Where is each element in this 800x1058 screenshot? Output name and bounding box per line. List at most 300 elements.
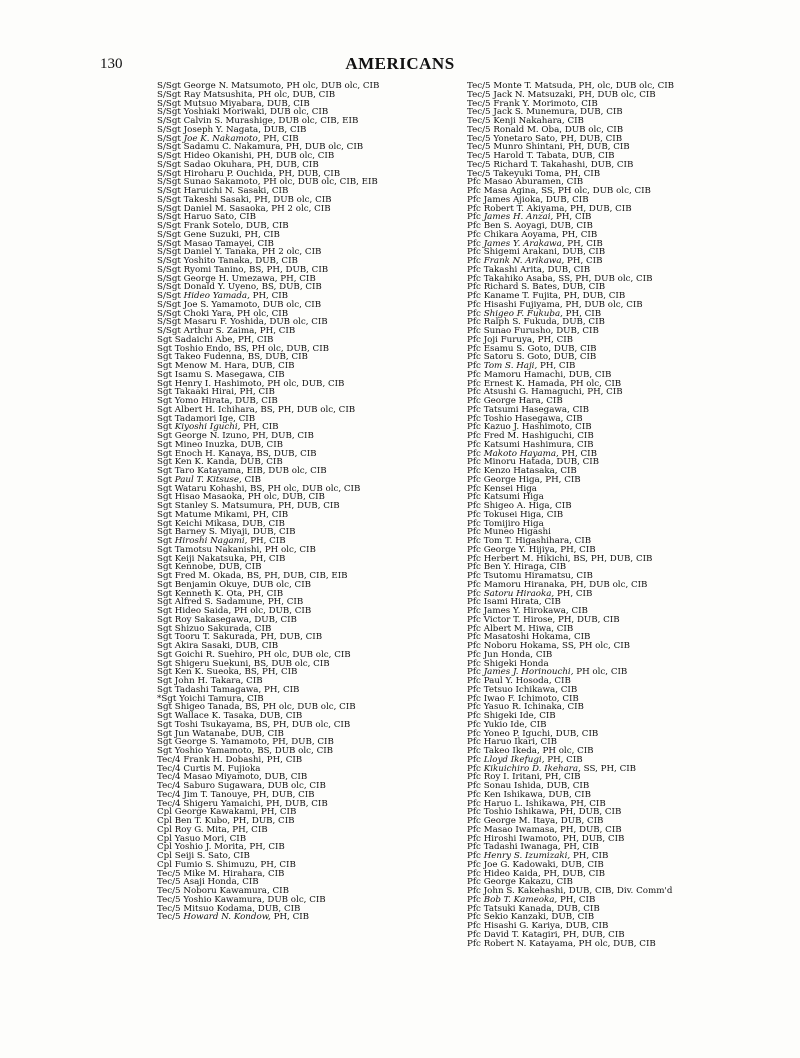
entry-awards: DUB, CIB	[251, 361, 295, 371]
entry-rank: S/Sgt	[157, 124, 181, 135]
entry-name: Sunao Sakamoto,	[183, 177, 261, 188]
entry-name: Benjamin Okuye,	[174, 579, 250, 590]
entry-rank: Pfc	[467, 606, 481, 616]
entry-awards: CIB	[581, 98, 598, 109]
entry-awards: PH, CIB	[537, 334, 574, 345]
entry-name: Joe S. Yamamoto,	[183, 299, 261, 310]
entry-awards: PH, DUB, CIB	[562, 833, 625, 844]
entry-rank: Sgt	[157, 614, 173, 625]
entry-awards: BS, DUB, CIB	[247, 352, 308, 363]
entry-name: Masao Tamayei,	[183, 238, 255, 249]
entry-rank: Pfc	[467, 299, 481, 310]
entry-name: Jun Watanabe,	[174, 728, 239, 739]
entry-rank: Sgt	[157, 501, 173, 511]
entry-name: David T. Katagiri,	[483, 929, 561, 940]
entry-rank: Pfc	[467, 894, 481, 905]
entry-awards: CIB	[554, 676, 571, 686]
entry-rank: Pfc	[467, 632, 481, 643]
entry-name: Haruichi N. Sasaki,	[183, 186, 270, 196]
entry-rank: Pfc	[467, 317, 481, 328]
entry-name: Takeyuki Toma,	[493, 168, 562, 179]
entry-name: Ken K. Kanda,	[174, 457, 238, 468]
entry-awards: PH, DUB, CIB	[563, 929, 625, 940]
entry-awards: BS, PH, DUB, CIB	[573, 553, 653, 564]
entry-rank: Sgt	[157, 378, 173, 389]
entry-name: Ronald M. Oba,	[493, 124, 563, 135]
entry-rank: Pfc	[467, 588, 481, 599]
entry-rank: Pfc	[467, 448, 481, 459]
entry-rank: Tec/4	[157, 789, 181, 800]
entry-rank: Pfc	[467, 492, 481, 503]
entry-name: Hiroshi Iwamoto,	[483, 833, 561, 844]
entry-name: Mamoru Hiranaka,	[483, 579, 568, 590]
entry-awards: PH, DUB olc, CIB	[565, 299, 643, 310]
entry-rank: Pfc	[467, 518, 481, 529]
entry-name: Hideo Okanishi,	[183, 151, 255, 161]
entry-name: Katsumi Higa	[483, 492, 544, 503]
entry-rank: Pfc	[467, 369, 481, 380]
entry-name: Curtis M. Fujioka	[183, 763, 261, 774]
entry-awards: CIB	[555, 501, 572, 511]
entry-rank: Pfc	[467, 929, 481, 940]
entry-awards: DUB, CIB	[553, 343, 597, 354]
entry-rank: Pfc	[467, 203, 481, 214]
entry-awards: PH, CIB	[249, 842, 285, 853]
entry-awards: DUB, CIB	[242, 518, 285, 529]
entry-rank: S/Sgt	[157, 203, 181, 214]
entry-name: Daniel Y. Tanaka,	[183, 247, 260, 258]
entry-rank: Pfc	[467, 868, 481, 879]
entry-rank: Sgt	[157, 737, 173, 748]
entry-name: Masao Iwamasa,	[483, 824, 558, 835]
entry-awards: PH, CIB	[567, 256, 603, 266]
entry-name: Ryomi Tanino,	[183, 264, 247, 275]
entry-rank: Sgt	[157, 431, 173, 441]
entry-rank: Sgt	[157, 457, 173, 468]
entry-rank: Pfc	[467, 326, 481, 336]
entry-name: George S. Yamamoto,	[174, 737, 270, 748]
entry-rank: Tec/4	[157, 763, 181, 774]
entry-awards: DUB, CIB	[264, 772, 308, 783]
entry-awards: PH, DUB olc, CIB	[578, 89, 656, 100]
entry-name: Atsushi G. Hamaguchi,	[483, 387, 585, 398]
entry-awards: DUB, CIB	[246, 221, 289, 231]
entry-awards: DUB, CIB	[545, 194, 589, 205]
entry-awards: DUB, CIB	[240, 457, 283, 468]
entry-awards: PH, CIB	[567, 238, 603, 249]
entry-name: Fred M. Hashiguchi,	[483, 431, 575, 441]
entry-rank: Tec/4	[157, 754, 181, 765]
entry-rank: Tec/5	[467, 81, 491, 91]
entry-name: Roy G. Mita,	[174, 824, 230, 835]
entry-rank: Sgt	[157, 579, 173, 590]
entry-rank: S/Sgt	[157, 89, 181, 100]
entry-awards: PH, CIB	[266, 754, 303, 765]
entry-name: Saburo Sugawara,	[183, 781, 265, 791]
entry-awards: BS, PH, DUB, CIB	[249, 264, 329, 275]
entry-name: Ray Matsushita,	[183, 89, 256, 100]
entry-awards: DUB, CIB, Div. Comm'd	[568, 886, 673, 896]
entry-rank: Pfc	[467, 658, 481, 669]
entry-awards: CIB	[566, 413, 583, 424]
entry-name: Hisashi Fujiyama,	[483, 299, 563, 310]
entry-awards: DUB, CIB	[548, 789, 591, 800]
entry-awards: PH, CIB	[570, 798, 606, 809]
entry-name: Minoru Hatada,	[483, 457, 554, 468]
entry-name: Enoch H. Kanaya,	[174, 448, 254, 459]
entry-awards: PH olc, CIB	[542, 746, 594, 756]
entry-awards: SS, PH olc, DUB olc, CIB	[541, 186, 651, 196]
entry-awards: PH, CIB	[545, 474, 581, 485]
entry-name: Tadamori Ige,	[174, 413, 236, 424]
entry-awards: BS, PH olc, DUB, CIB	[234, 343, 330, 354]
entry-rank: Pfc	[467, 291, 481, 301]
entry-awards: PH, DUB olc, CIB	[570, 579, 648, 590]
entry-rank: Sgt	[157, 334, 173, 345]
entry-name: Shigeki Honda	[483, 658, 549, 669]
entry-name: Kenji Nakahara,	[493, 116, 565, 126]
entry-rank: S/Sgt	[157, 107, 181, 118]
entry-name: Masao Miyamoto,	[183, 772, 262, 783]
entry-name: James Y. Hirokawa,	[483, 606, 569, 616]
entry-awards: CIB	[576, 571, 593, 581]
entry-awards: PH, CIB	[545, 772, 581, 783]
entry-awards: PH, CIB	[561, 229, 598, 240]
entry-name: Shigeo Tanada,	[174, 702, 243, 713]
entry-rank: Sgt	[157, 527, 173, 538]
entry-awards: PH, DUB, CIB	[257, 159, 319, 170]
entry-rank: *Sgt	[157, 693, 177, 704]
entry-rank: Pfc	[467, 562, 481, 573]
entry-rank: Pfc	[467, 194, 481, 205]
entry-awards: DUB, CIB	[556, 457, 600, 468]
entry-name: Tooru T. Sakurada,	[174, 632, 258, 643]
entry-name: Kaname T. Fujita,	[483, 291, 561, 301]
entry-name: Roy Sakasegawa,	[174, 614, 252, 625]
entry-awards: DUB, CIB	[257, 903, 301, 914]
entry-awards: PH, CIB	[560, 544, 596, 555]
entry-awards: DUB, CIB	[218, 562, 262, 573]
entry-name: Tokusei Higa,	[483, 509, 544, 520]
entry-awards: DUB, CIB	[550, 221, 593, 231]
entry-rank: Sgt	[157, 711, 173, 721]
entry-name: George M. Itaya,	[483, 816, 559, 826]
entry-name: Joe K. Nakamoto,	[183, 133, 261, 144]
entry-name: Mike M. Hirahara,	[183, 868, 266, 879]
entry-awards: PH, DUB, CIB	[543, 868, 606, 879]
entry-rank: Sgt	[157, 719, 173, 730]
entry-rank: Pfc	[467, 693, 481, 704]
entry-awards: BS, DUB olc, CIB	[257, 746, 334, 756]
entry-rank: Tec/5	[467, 89, 491, 100]
entry-name: Yoshio Yamamoto,	[174, 746, 255, 756]
entry-awards: PH, CIB	[252, 291, 289, 301]
entry-rank: S/Sgt	[157, 229, 181, 240]
entry-name: Tetsuo Ichikawa,	[483, 684, 558, 695]
entry-name: Haruo Sato,	[183, 212, 237, 223]
entry-awards: CIB	[244, 474, 261, 485]
entry-awards: PH, DUB, CIB	[278, 168, 341, 179]
entry-rank: Sgt	[157, 492, 173, 503]
entry-rank: Pfc	[467, 387, 481, 398]
entry-awards: PH, DUB, CIB	[560, 824, 622, 835]
entry-rank: S/Sgt	[157, 291, 181, 301]
entry-rank: Sgt	[157, 623, 173, 634]
entry-name: Ken Ishikawa,	[483, 789, 546, 800]
entry-rank: S/Sgt	[157, 168, 181, 179]
entry-name: Satoru S. Goto,	[483, 352, 551, 363]
entry-rank: Tec/5	[157, 877, 181, 888]
entry-awards: DUB, CIB	[553, 352, 597, 363]
entry-awards: DUB olc, CIB	[252, 579, 312, 590]
entry-name: Herbert M. Hikichi,	[483, 553, 571, 564]
entry-name: Albert H. Ichihara,	[174, 404, 258, 415]
entry-awards: DUB, CIB	[235, 396, 278, 406]
entry-rank: Tec/5	[467, 124, 491, 135]
entry-rank: Sgt	[157, 649, 173, 660]
entry-name: Tsutomu Hiramatsu,	[483, 571, 574, 581]
entry-name: Muneo Higashi	[483, 527, 551, 538]
entry-awards: PH olc, DUB, CIB	[234, 606, 312, 616]
entry-awards: CIB	[562, 693, 579, 704]
entry-name: Ken K. Sueoka,	[174, 667, 242, 678]
entry-rank: Pfc	[467, 921, 481, 931]
entry-rank: Pfc	[467, 509, 481, 520]
entry-rank: Pfc	[467, 597, 481, 608]
entry-rank: Pfc	[467, 413, 481, 424]
entry-name: Shizuo Sakurada,	[174, 623, 253, 634]
entry-rank: Sgt	[157, 352, 173, 363]
entry-rank: Pfc	[467, 781, 481, 791]
entry-name: Isami Hirata,	[483, 597, 542, 608]
entry-name: Tadashi Iwanaga,	[483, 842, 561, 853]
entry-rank: Pfc	[467, 282, 481, 293]
entry-awards: DUB olc, CIB	[267, 781, 326, 791]
entry-awards: PH, CIB	[587, 387, 623, 398]
entry-rank: Pfc	[467, 798, 481, 809]
entry-name: Wallace K. Tasaka,	[174, 711, 257, 721]
entry-name: Kenneth K. Ota,	[174, 588, 245, 599]
entry-awards: SS, PH, DUB olc, CIB	[558, 273, 653, 284]
entry-name: Toshio Ishikawa,	[483, 807, 557, 818]
entry-rank: Tec/5	[467, 142, 491, 153]
entry-rank: Tec/5	[467, 116, 491, 126]
entry-rank: Pfc	[467, 579, 481, 590]
entry-name: Iwao F. Ichimoto,	[483, 693, 560, 704]
entry-name: Yoshio Kawamura,	[183, 894, 265, 905]
entry-awards: PH, CIB	[243, 422, 279, 433]
entry-name: Noboru Kawamura,	[183, 886, 270, 896]
entry-name: Yomo Hirata,	[174, 396, 233, 406]
entry-awards: CIB	[567, 702, 584, 713]
entry-name: Richard S. Bates,	[483, 282, 560, 293]
entry-awards: DUB, CIB	[565, 921, 609, 931]
entry-awards: PH, DUB, CIB	[559, 807, 622, 818]
entry-awards: CIB	[254, 623, 272, 634]
entry-rank: S/Sgt	[157, 238, 181, 249]
entry-awards: CIB	[571, 606, 588, 616]
entry-name: Keichi Mikasa,	[174, 518, 240, 529]
entry-awards: PH, DUB, CIB	[563, 291, 626, 301]
entry-name: Fred M. Okada,	[174, 571, 244, 581]
entry-name: Munro Shintani,	[493, 142, 566, 153]
entry-rank: Pfc	[467, 614, 481, 625]
entry-rank: Cpl	[157, 851, 172, 861]
entry-name: Barney S. Miyaji,	[174, 527, 251, 538]
entry-name: Sadamu C. Nakamura,	[183, 142, 284, 153]
entry-rank: Pfc	[467, 308, 481, 319]
entry-rank: Tec/5	[467, 159, 491, 170]
entry-awards: PH, DUB olc, CIB	[257, 151, 335, 161]
entry-name: Menow M. Hara,	[174, 361, 250, 371]
entry-name: Tom S. Haji,	[483, 361, 538, 371]
entry-rank: Pfc	[467, 212, 481, 223]
entry-awards: CIB	[257, 238, 274, 249]
entry-rank: S/Sgt	[157, 194, 181, 205]
entry-rank: S/Sgt	[157, 98, 181, 109]
entry-name: Jim T. Tanouye,	[183, 789, 251, 800]
entry-name: Mamoru Hamachi,	[483, 369, 566, 380]
entry-name: Toshio Hasegawa,	[483, 413, 564, 424]
entry-awards: PH, DUB, CIB	[260, 632, 323, 643]
entry-name: Alfred S. Sadamune,	[174, 597, 266, 608]
entry-awards: PH, CIB	[539, 361, 576, 371]
entry-awards: CIB	[574, 536, 592, 546]
entry-rank: Pfc	[467, 737, 481, 748]
entry-rank: Sgt	[157, 728, 173, 739]
entry-name: Shigeki Ide,	[483, 711, 537, 721]
entry-name: Wataru Kohashi,	[174, 483, 248, 494]
entry-awards: BS, DUB, CIB	[261, 282, 322, 293]
entry-rank: Tec/4	[157, 798, 181, 809]
entry-rank: Pfc	[467, 903, 481, 914]
entry-awards: PH olc, DUB, CIB	[267, 378, 345, 389]
entry-name: James Ajioka,	[483, 194, 544, 205]
entry-rank: Tec/5	[157, 903, 181, 914]
entry-awards: CIB	[560, 466, 577, 476]
entry-rank: Sgt	[157, 544, 173, 555]
entry-name: Shigeo F. Fukuba,	[483, 308, 563, 319]
entry-name: Yoichi Tamura,	[179, 693, 245, 704]
entry-awards: PH, DUB, CIB	[232, 816, 295, 826]
entry-awards: PH 2 olc, CIB	[271, 203, 331, 214]
entry-name: Henry I. Hashimoto,	[174, 378, 265, 389]
entry-name: Shigemi Arakani,	[483, 247, 560, 258]
entry-awards: CIB	[268, 369, 285, 380]
entry-name: Katsumi Hashimura,	[483, 439, 575, 450]
entry-rank: Sgt	[157, 553, 173, 564]
entry-awards: CIB	[566, 177, 584, 188]
entry-name: Ben T. Kubo,	[174, 816, 231, 826]
entry-name: Noboru Hokama,	[483, 641, 560, 651]
entry-awards: PH, CIB	[556, 588, 593, 599]
entry-awards: CIB	[242, 877, 259, 888]
entry-awards: EIB, DUB olc, CIB	[246, 466, 327, 476]
entry-name: Masatoshi Hokama,	[483, 632, 572, 643]
entry-awards: PH olc, DUB, CIB	[578, 938, 656, 949]
entry-rank: Pfc	[467, 886, 481, 896]
entry-rank: Pfc	[467, 833, 481, 844]
entry-awards: DUB olc, CIB	[564, 124, 624, 135]
entry-rank: Pfc	[467, 343, 481, 354]
entry-awards: DUB, CIB	[259, 711, 303, 721]
entry-rank: Tec/5	[467, 107, 491, 118]
entry-name: Calvin S. Murashige,	[183, 116, 276, 126]
entry-awards: CIB	[238, 413, 256, 424]
entry-name: Takeo Fudenna,	[174, 352, 245, 363]
entry-awards: DUB olc, CIB, EIB	[278, 116, 359, 126]
entry-name: Paul Y. Hosoda,	[483, 676, 552, 686]
entry-rank: Pfc	[467, 842, 481, 853]
entry-awards: CIB	[247, 693, 264, 704]
entry-rank: Sgt	[157, 536, 173, 546]
entry-name: Frank H. Dobashi,	[183, 754, 264, 765]
entry-rank: Pfc	[467, 728, 481, 739]
entry-name: Ralph S. Fukuda,	[483, 317, 560, 328]
entry-rank: Pfc	[467, 361, 481, 371]
entry-name: Donald Y. Uyeno,	[183, 282, 259, 293]
entry-name: Takashi Arita,	[483, 264, 545, 275]
entry-awards: DUB, CIB	[547, 264, 591, 275]
entry-awards: CIB	[567, 116, 584, 126]
entry-rank: Sgt	[157, 396, 173, 406]
entry-awards: DUB olc, CIB	[269, 317, 328, 328]
entry-rank: Tec/5	[467, 168, 491, 179]
entry-awards: PH, DUB, CIB	[568, 142, 630, 153]
entry-name: Masao Aburamen,	[483, 177, 564, 188]
entry-name: Isamu S. Masegawa,	[174, 369, 266, 380]
entry-name: Fumio S. Shimuzu,	[174, 859, 258, 870]
entry-awards: PH, olc, DUB olc, CIB	[578, 81, 675, 91]
entry-rank: Pfc	[467, 536, 481, 546]
entry-awards: BS, PH, DUB olc, CIB	[255, 719, 351, 730]
entry-name: Yoshiaki Moriwaki,	[183, 107, 268, 118]
entry-name: John S. Kakehashi,	[483, 886, 566, 896]
entry-name: Shigeo A. Higa,	[483, 501, 553, 511]
entry-awards: DUB, CIB	[568, 369, 612, 380]
entry-rank: Sgt	[157, 413, 173, 424]
entry-name: Kikuichiro D. Ikehara,	[483, 763, 581, 774]
entry-name: Frank Sotelo,	[183, 221, 244, 231]
entry-rank: Pfc	[467, 422, 481, 433]
entry-name: Shigeru Suekuni,	[174, 658, 252, 669]
entry-rank: Pfc	[467, 352, 481, 363]
entry-name: Sekio Kanzaki,	[483, 912, 549, 923]
roster-entry	[157, 913, 457, 922]
entry-name: Mutsuo Miyabara,	[183, 98, 265, 109]
entry-name: Henry S. Izumizaki,	[483, 851, 571, 861]
entry-rank: Pfc	[467, 396, 481, 406]
entry-awards: BS, PH, CIB	[244, 667, 298, 678]
entry-rank: S/Sgt	[157, 142, 181, 153]
entry-rank: Sgt	[157, 509, 173, 520]
entry-rank: Pfc	[467, 824, 481, 835]
entry-name: Daniel M. Sasaoka,	[183, 203, 269, 214]
entry-name: Hideo Saida,	[174, 606, 232, 616]
entry-rank: Sgt	[157, 369, 173, 380]
entry-name: Makoto Hayama,	[483, 448, 559, 459]
entry-awards: CIB	[546, 396, 563, 406]
entry-awards: CIB	[535, 649, 553, 660]
entry-rank: Sgt	[157, 632, 173, 643]
entry-awards: PH, CIB	[547, 754, 583, 765]
entry-rank: Tec/5	[467, 133, 491, 144]
entry-awards: PH, CIB	[273, 912, 310, 923]
entry-name: Tom T. Higashihara,	[483, 536, 572, 546]
entry-awards: DUB, CIB	[557, 903, 600, 914]
entry-awards: CIB	[577, 431, 594, 441]
entry-rank: Pfc	[467, 334, 481, 345]
